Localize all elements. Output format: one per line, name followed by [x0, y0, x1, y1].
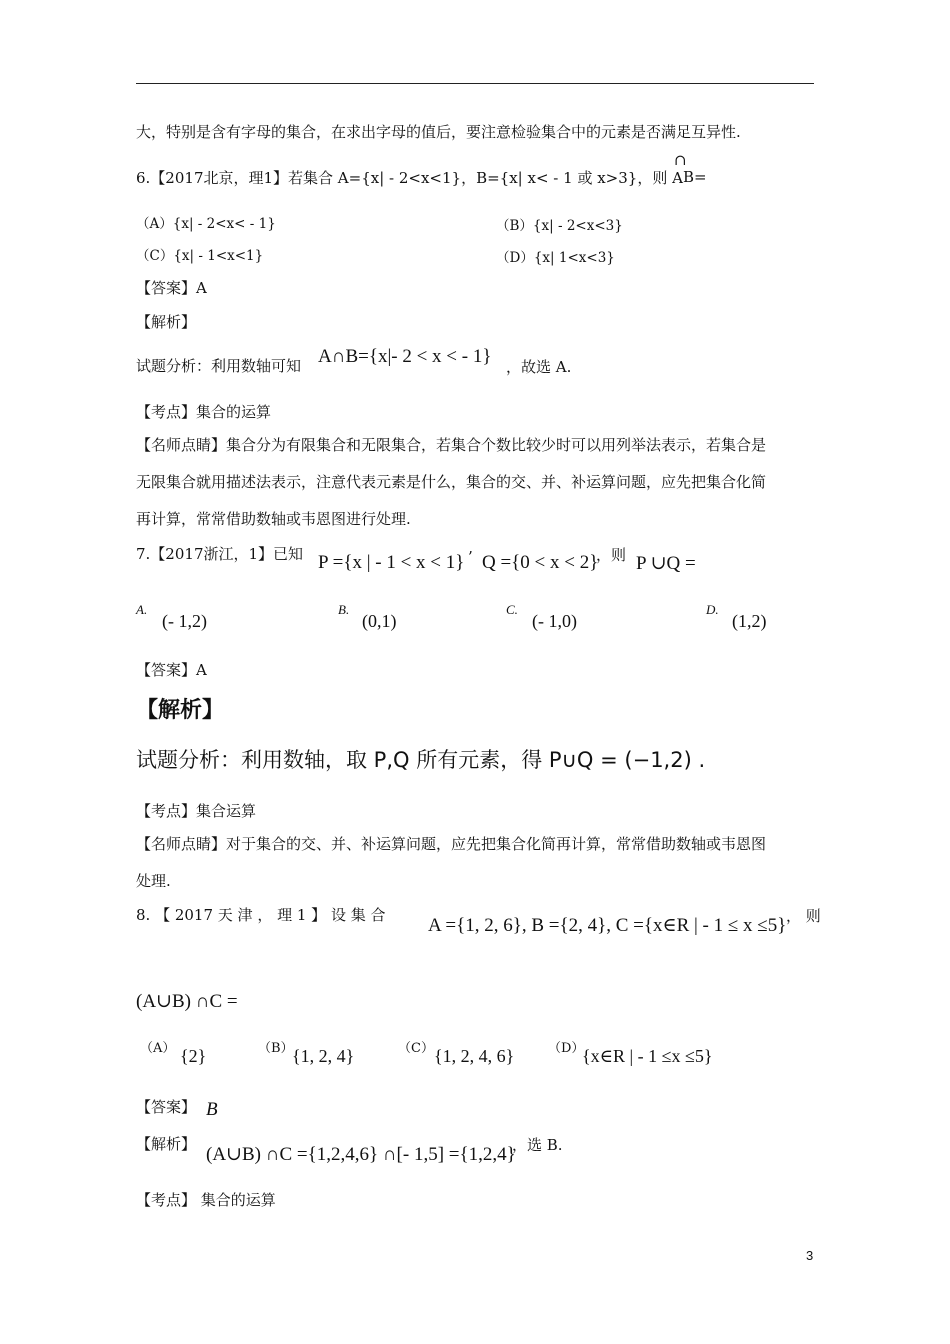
question-8-stem: 8. 【 2017 天 津 ， 理 1 】 设 集 合	[136, 906, 386, 924]
option-value-b: {1, 2, 4}	[292, 1046, 355, 1066]
page-number: 3	[806, 1248, 814, 1263]
analysis-math: (A∪B) ∩C ={1,2,4,6} ∩[- 1,5] ={1,2,4}	[206, 1144, 516, 1165]
analysis-label: 【解析】	[136, 313, 197, 331]
tips-line: 【名师点睛】对于集合的交、并、补运算问题，应先把集合化简再计算，常常借助数轴或韦恩图	[136, 835, 767, 853]
intersect-symbol: ∩	[674, 151, 687, 169]
topic: 【考点】集合的运算	[136, 403, 272, 421]
tips-line: 处理.	[136, 872, 171, 890]
analysis-text-large: 试题分析：利用数轴，取 P,Q 所有元素，得 P∪Q = (−1,2) .	[136, 748, 706, 772]
answer-value: B	[206, 1099, 218, 1120]
analysis-text: 试题分析：利用数轴可知	[136, 357, 302, 375]
option-value-c: {1, 2, 4, 6}	[434, 1046, 515, 1066]
header-rule	[136, 83, 814, 84]
tips-line: 【名师点睛】集合分为有限集合和无限集合，若集合个数比较少时可以用列举法表示，若集合是	[136, 436, 767, 454]
tips-line: 再计算，常常借助数轴或韦恩图进行处理.	[136, 510, 411, 528]
set-p: P ={x | - 1 < x < 1}	[318, 552, 465, 573]
analysis-text-end: ，故选 A.	[506, 358, 572, 376]
option-a: （A）{x| - 2<x< - 1}	[136, 216, 276, 232]
option-value-d: {x∈R | - 1 ≤x ≤5}	[582, 1046, 713, 1066]
tips-line: 无限集合就用描述法表示，注意代表元素是什么，集合的交、并、补运算问题，应先把集合化简	[136, 473, 767, 491]
answer: 【答案】A	[136, 279, 207, 297]
topic: 【考点】 集合的运算	[136, 1191, 276, 1209]
option-label-d: D.	[706, 602, 719, 617]
p-union-q: P ∪Q =	[636, 553, 696, 574]
option-label-a: （A）	[140, 1041, 176, 1056]
option-value-d: (1,2)	[732, 611, 767, 631]
option-value-a: (- 1,2)	[162, 611, 207, 631]
then-text: ，则	[596, 546, 627, 564]
option-d: （D）{x| 1<x<3}	[496, 250, 615, 266]
option-value-b: (0,1)	[362, 611, 397, 631]
analysis-label: 【解析】	[136, 1135, 197, 1153]
question-7-stem: 7.【2017浙江，1】已知	[136, 545, 304, 563]
question-6-tail: B=	[683, 168, 707, 186]
option-label-c: （C）	[398, 1041, 434, 1056]
option-c: （C）{x| - 1<x<1}	[136, 248, 264, 264]
text-line: 大，特别是含有字母的集合，在求出字母的值后，要注意检验集合中的元素是否满足互异性.	[136, 123, 741, 141]
option-label-b: （B）	[258, 1041, 294, 1056]
option-label-b: B.	[338, 602, 350, 617]
option-b: （B）{x| - 2<x<3}	[496, 218, 623, 234]
answer: 【答案】A	[136, 661, 207, 679]
option-value-a: {2}	[180, 1046, 207, 1066]
option-label-a: A.	[136, 602, 148, 617]
topic: 【考点】集合运算	[136, 802, 257, 820]
option-value-c: (- 1,0)	[532, 611, 577, 631]
comma: ’	[468, 548, 473, 566]
option-label-d: （D）	[548, 1041, 585, 1056]
answer-label: 【答案】	[136, 1098, 197, 1116]
analysis-text-end: ，选 B.	[512, 1136, 563, 1154]
analysis-label-large: 【解析】	[136, 698, 225, 723]
set-q: Q ={0 < x < 2}	[482, 552, 599, 573]
then-text: ， 则	[786, 907, 821, 925]
question-8-sets: A ={1, 2, 6}, B ={2, 4}, C ={x∈R | - 1 ≤ x ≤5}	[428, 915, 787, 936]
option-label-c: C.	[506, 602, 518, 617]
question-6-stem: 6.【2017北京，理1】若集合 A={x| - 2<x<1}，B={x| x< - 1 或 x>3}，则 A	[136, 169, 683, 187]
question-8-expression: (A∪B) ∩C =	[136, 991, 238, 1012]
analysis-math: A∩B={x|- 2 < x < - 1}	[318, 346, 492, 367]
